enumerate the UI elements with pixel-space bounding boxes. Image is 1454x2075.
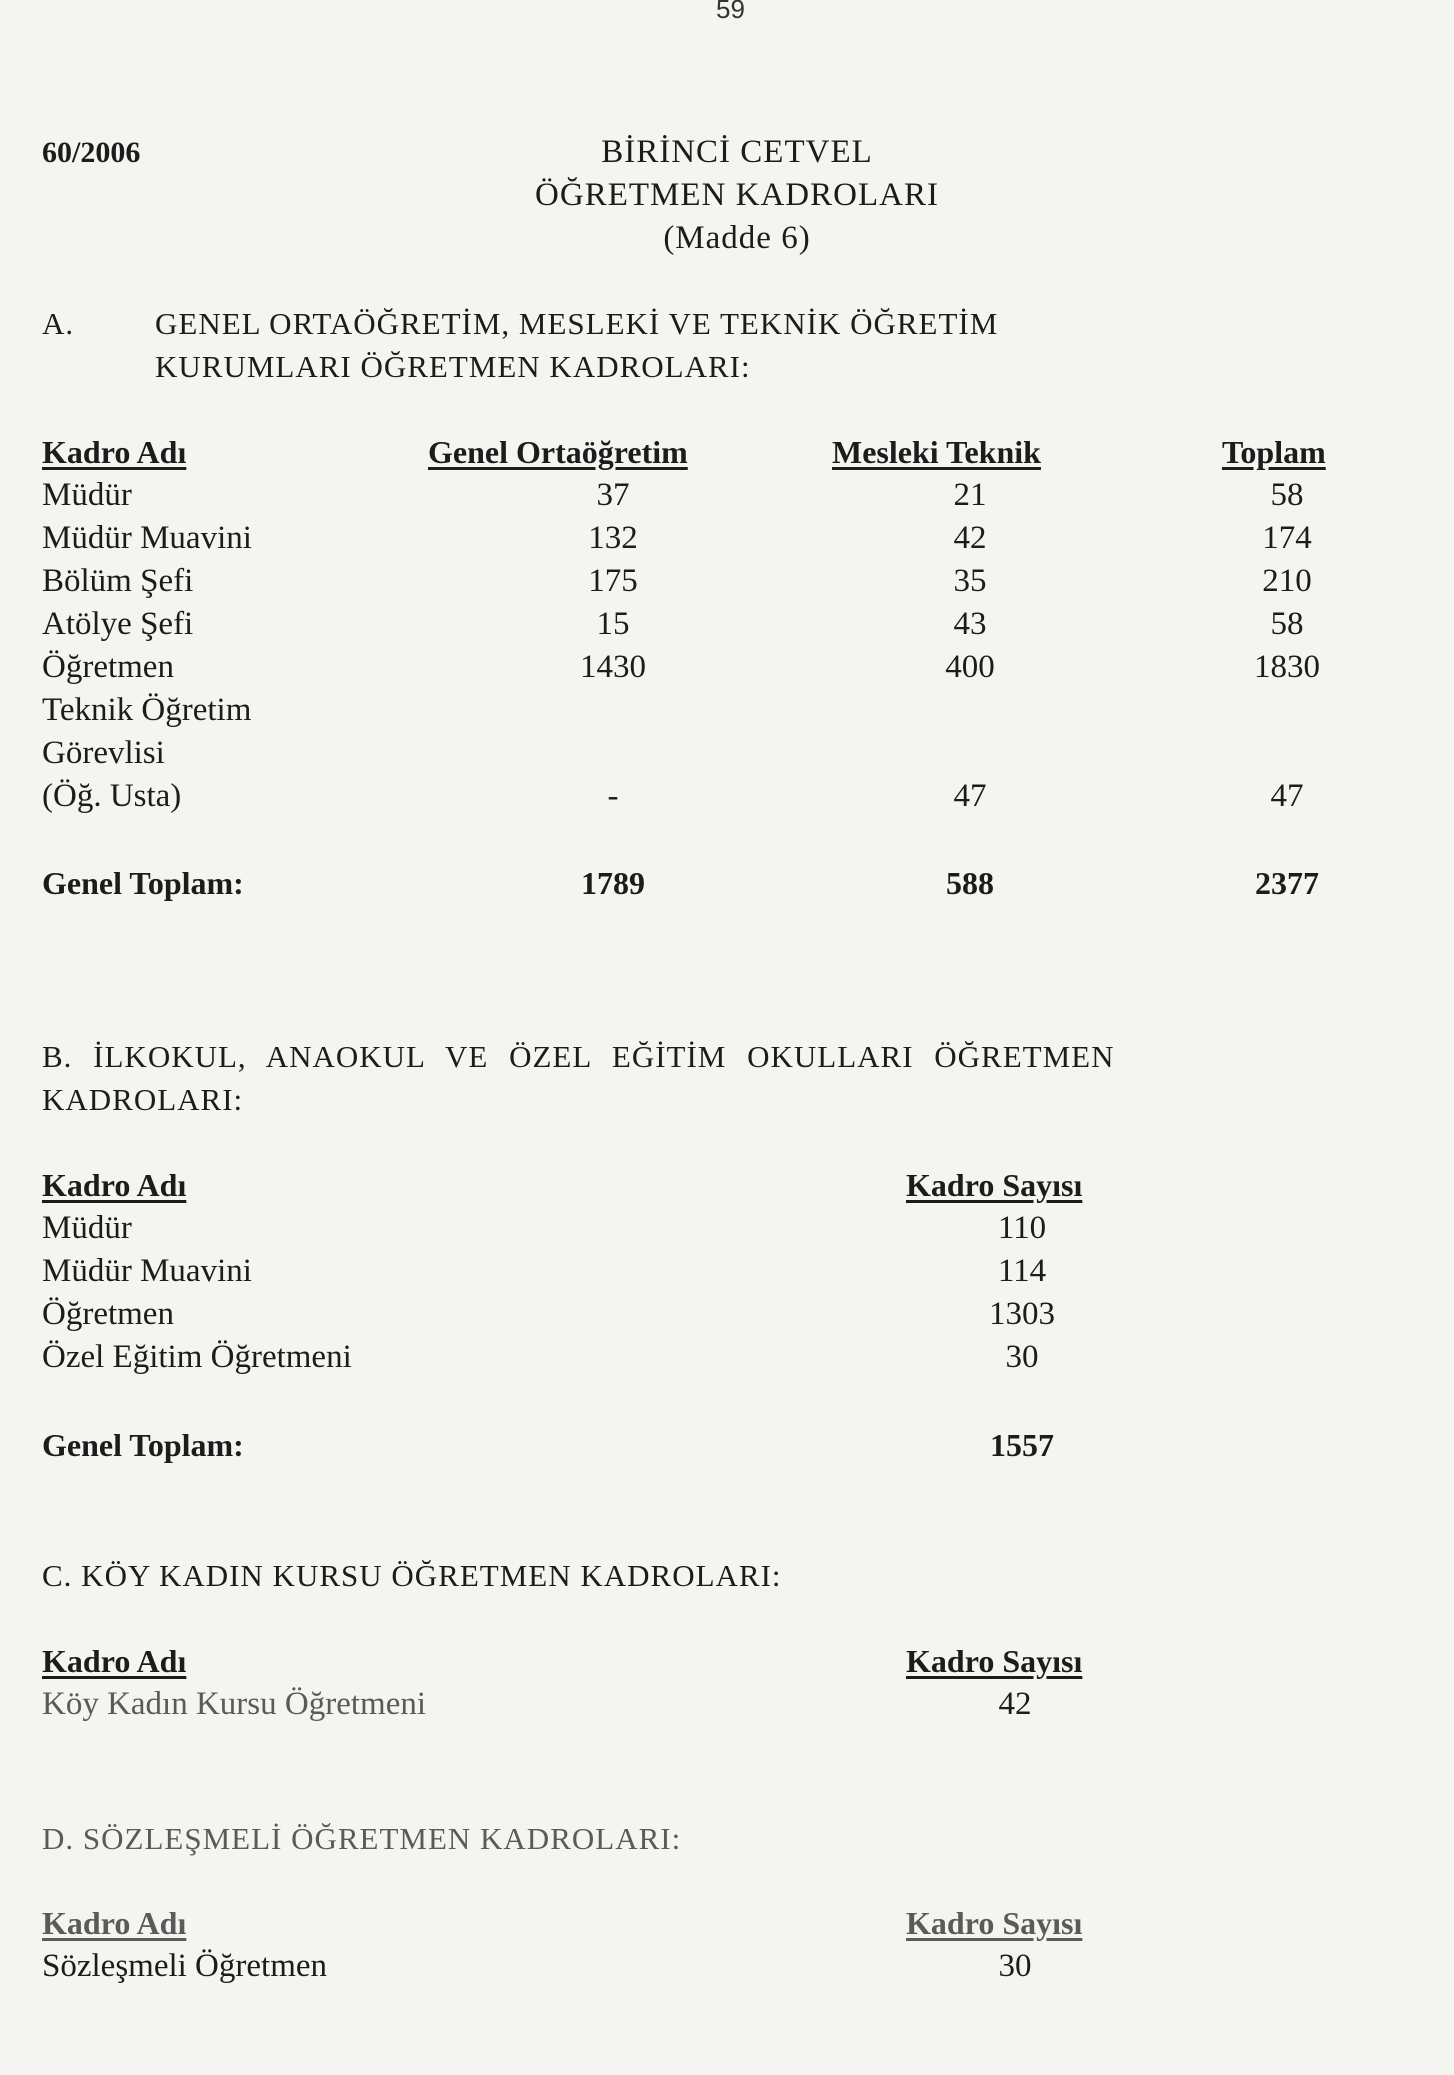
section-b-heading: B. İLKOKUL, ANAOKUL VE ÖZEL EĞİTİM OKULLARI ÖĞRETMEN [42, 1039, 1115, 1074]
table-row-name: Bölüm Şefi [42, 563, 194, 599]
page-number: 59 [716, 0, 745, 24]
table-cell-count: 114 [997, 1253, 1047, 1289]
document-subtitle: ÖĞRETMEN KADROLARI [535, 177, 939, 213]
table-cell-toplam: 58 [1270, 606, 1304, 642]
table-cell-genel: - [607, 778, 619, 814]
column-header-genel-ortaogretim: Genel Ortaöğretim [428, 434, 688, 470]
article-reference: (Madde 6) [663, 220, 811, 256]
table-cell-count: 42 [998, 1686, 1032, 1722]
table-row-name: Özel Eğitim Öğretmeni [42, 1339, 352, 1375]
column-header-kadro-adi: Kadro Adı [42, 1643, 187, 1679]
column-header-kadro-sayisi: Kadro Sayısı [906, 1167, 1083, 1203]
table-cell-genel: 175 [588, 563, 638, 599]
table-row-name: Öğretmen [42, 649, 174, 685]
document-title: BİRİNCİ CETVEL [601, 134, 873, 170]
table-cell-count: 1303 [989, 1296, 1055, 1332]
section-a-label: A. [42, 306, 75, 341]
column-header-kadro-adi: Kadro Adı [42, 1167, 187, 1203]
column-header-kadro-sayisi: Kadro Sayısı [906, 1643, 1083, 1679]
column-header-toplam: Toplam [1222, 434, 1326, 470]
table-cell-toplam: 210 [1262, 563, 1312, 599]
table-cell-count: 30 [1005, 1339, 1039, 1375]
total-toplam: 2377 [1255, 865, 1319, 901]
total-label: Genel Toplam: [42, 1427, 244, 1463]
table-row-name: Öğretmen [42, 1296, 174, 1332]
section-b-heading-continued: KADROLARI: [42, 1082, 244, 1117]
table-cell-genel: 1430 [580, 649, 646, 685]
document-reference: 60/2006 [42, 136, 141, 169]
table-row-name: Müdür [42, 1210, 132, 1246]
table-cell-count: 110 [997, 1210, 1047, 1246]
table-row-name: Atölye Şefi [42, 606, 194, 642]
table-cell-mesleki: 400 [945, 649, 995, 685]
section-c-heading: C. KÖY KADIN KURSU ÖĞRETMEN KADROLARI: [42, 1558, 782, 1593]
table-cell-toplam: 1830 [1254, 649, 1320, 685]
section-a-heading-continued: KURUMLARI ÖĞRETMEN KADROLARI: [155, 349, 751, 384]
table-row-name-continued: (Öğ. Usta) [42, 778, 182, 814]
table-cell-mesleki: 42 [953, 520, 987, 556]
table-cell-genel: 132 [588, 520, 638, 556]
table-row-name: Teknik Öğretim [42, 692, 252, 728]
table-cell-mesleki: 43 [953, 606, 987, 642]
column-header-mesleki-teknik: Mesleki Teknik [832, 434, 1041, 470]
total-count: 1557 [990, 1427, 1054, 1463]
table-row-name: Müdür Muavini [42, 520, 252, 556]
table-cell-toplam: 58 [1270, 477, 1304, 513]
table-cell-mesleki: 21 [953, 477, 987, 513]
section-a-heading: GENEL ORTAÖĞRETİM, MESLEKİ VE TEKNİK ÖĞRETİM [155, 306, 999, 341]
table-cell-mesleki: 47 [953, 778, 987, 814]
table-cell-mesleki: 35 [953, 563, 987, 599]
table-cell-genel: 15 [596, 606, 630, 642]
section-d-heading: D. SÖZLEŞMELİ ÖĞRETMEN KADROLARI: [42, 1821, 682, 1856]
column-header-kadro-adi: Kadro Adı [42, 1905, 187, 1941]
total-mesleki: 588 [946, 865, 994, 901]
column-header-kadro-adi: Kadro Adı [42, 434, 187, 470]
table-cell-toplam: 47 [1270, 778, 1304, 814]
table-row-name-continued: Görevlisi [42, 735, 165, 771]
table-cell-toplam: 174 [1262, 520, 1312, 556]
table-cell-count: 30 [998, 1948, 1032, 1984]
total-label: Genel Toplam: [42, 865, 244, 901]
table-row-name: Sözleşmeli Öğretmen [42, 1948, 328, 1984]
column-header-kadro-sayisi: Kadro Sayısı [906, 1905, 1083, 1941]
table-row-name: Müdür [42, 477, 132, 513]
total-genel: 1789 [581, 865, 645, 901]
table-cell-genel: 37 [596, 477, 630, 513]
table-row-name: Köy Kadın Kursu Öğretmeni [42, 1686, 427, 1722]
table-row-name: Müdür Muavini [42, 1253, 252, 1289]
